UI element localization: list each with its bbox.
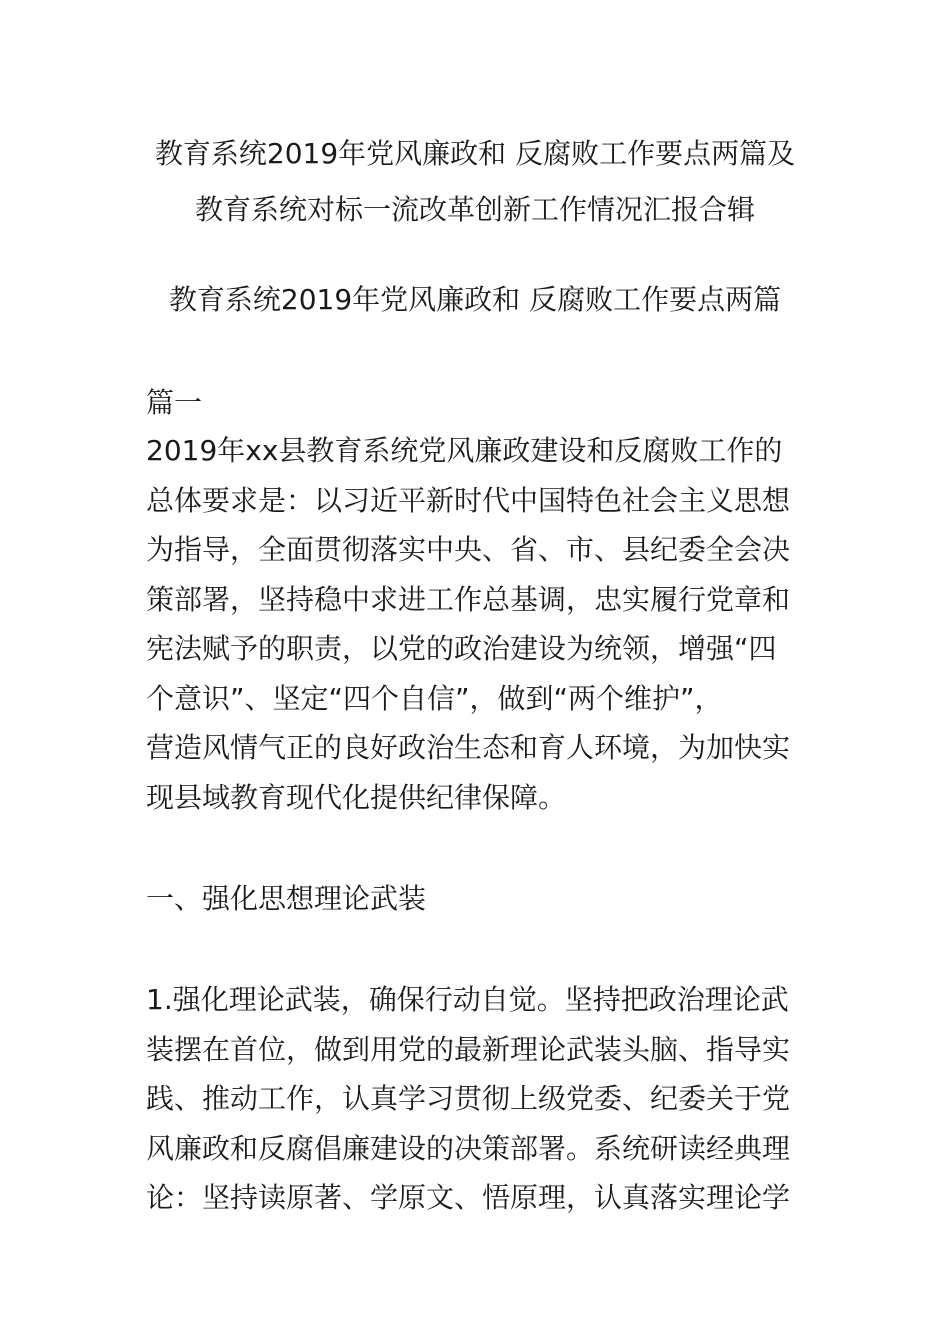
section-heading: 一、强化思想理论武装 (146, 882, 427, 915)
document-subtitle: 教育系统2019年党风廉政和 反腐败工作要点两篇 (168, 283, 782, 316)
paragraph-line: 现县域教育现代化提供纪律保障。 (146, 780, 567, 814)
paragraph-line: 总体要求是：以习近平新时代中国特色社会主义思想 (146, 483, 791, 517)
paragraph-line: 论：坚持读原著、学原文、悟原理，认真落实理论学 (146, 1181, 791, 1214)
part-label: 篇一 (146, 386, 203, 419)
document-title (100, 126, 850, 238)
paragraph-line: 践、推动工作，认真学习贯彻上级党委、纪委关于党 (146, 1082, 791, 1115)
paragraph-line: 风廉政和反腐倡廉建设的决策部署。系统研读经典理 (146, 1131, 791, 1165)
paragraph-line: 个意识”、坚定“四个自信”，做到“两个维护”， (146, 681, 723, 715)
paragraph-line: 宪法赋予的职责，以党的政治建设为统领，增强“四 (146, 632, 777, 665)
item-paragraph (146, 975, 816, 1223)
paragraph-line: 装摆在首位，做到用党的最新理论武装头脑、指导实 (146, 1032, 791, 1066)
title-line: 教育系统对标一流改革创新工作情况汇报合辑 (194, 193, 755, 226)
paragraph-line: 营造风情气正的良好政治生态和育人环境，为加快实 (146, 731, 791, 764)
paragraph-line: 1.强化理论武装，确保行动自觉。坚持把政治理论武 (146, 983, 789, 1016)
paragraph-line: 2019年xx县教育系统党风廉政建设和反腐败工作的 (146, 434, 783, 467)
title-line: 教育系统2019年党风廉政和 反腐败工作要点两篇及 (154, 137, 796, 170)
paragraph-line: 为指导，全面贯彻落实中央、省、市、县纪委全会决 (146, 533, 791, 566)
intro-paragraph (146, 426, 816, 822)
paragraph-line: 策部署，坚持稳中求进工作总基调，忠实履行党章和 (146, 582, 791, 616)
